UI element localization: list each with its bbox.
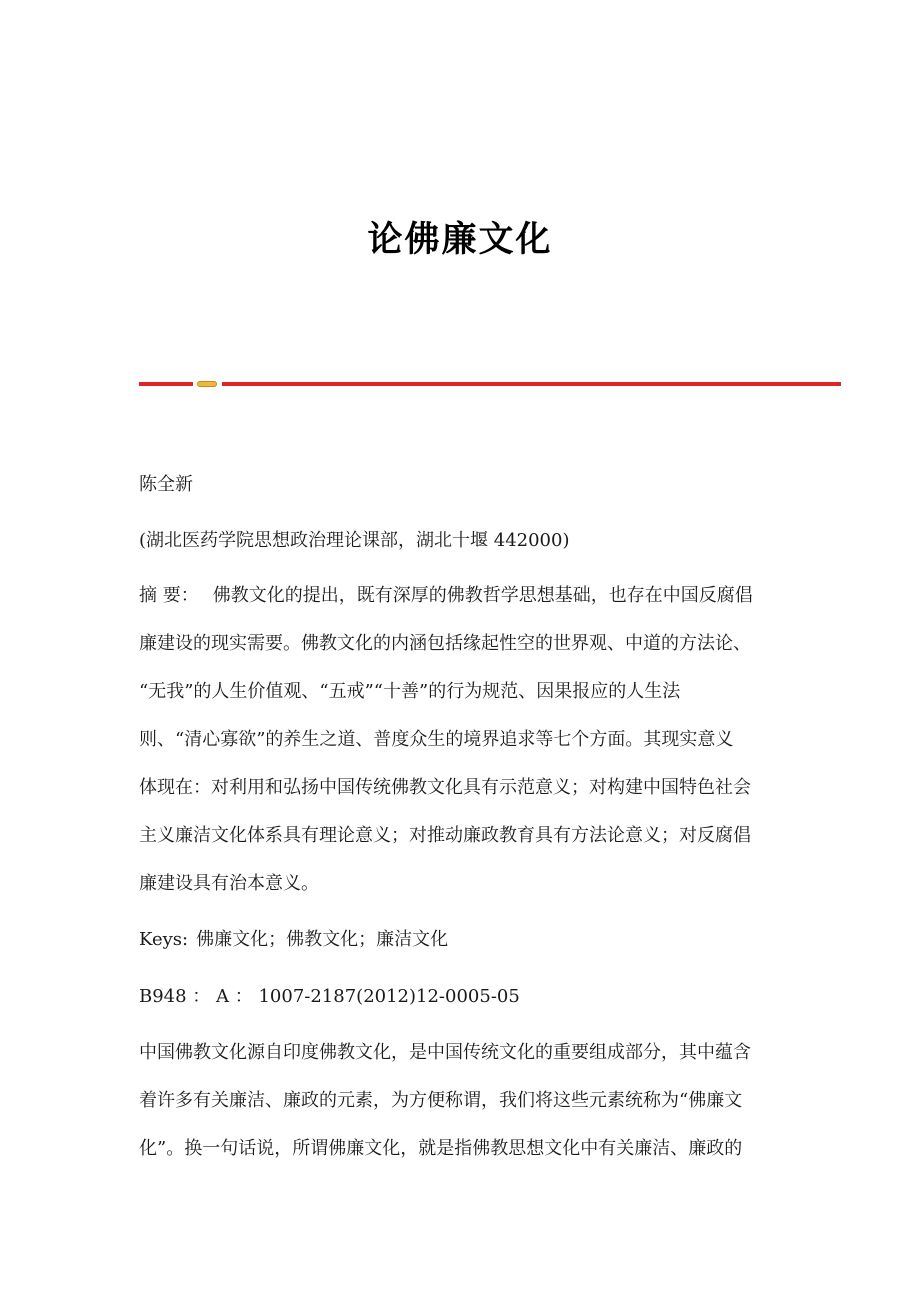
- title-divider: [139, 380, 841, 386]
- abstract-line-text: 佛教文化的提出，既有深厚的佛教哲学思想基础，也存在中国反腐倡: [212, 585, 753, 606]
- keywords-line: [139, 928, 779, 952]
- abstract-line: 体现在：对利用和弘扬中国传统佛教文化具有示范意义；对构建中国特色社会: [139, 777, 751, 798]
- classification-line: B948 ： A ： 1007-2187(2012)12-0005-05: [139, 986, 520, 1007]
- abstract-label: 摘 要：: [139, 585, 199, 606]
- abstract-line: 廉建设具有治本意义。: [139, 873, 319, 894]
- divider-left-segment: [139, 382, 193, 386]
- body-line: 着许多有关廉洁、廉政的元素，为方便称谓，我们将这些元素统称为“佛廉文: [139, 1090, 743, 1111]
- divider-ornament-icon: [197, 381, 217, 387]
- divider-right-segment: [222, 382, 841, 386]
- abstract-line: “无我”的人生价值观、“五戒”“十善”的行为规范、因果报应的人生法: [139, 681, 681, 702]
- abstract-line: 则、“清心寡欲”的养生之道、普度众生的境界追求等七个方面。其现实意义: [139, 729, 734, 750]
- abstract-line: 廉建设的现实需要。佛教文化的内涵包括缘起性空的世界观、中道的方法论、: [139, 633, 751, 654]
- body-line: 中国佛教文化源自印度佛教文化，是中国传统文化的重要组成部分，其中蕴含: [139, 1042, 751, 1063]
- abstract-line: 主义廉洁文化体系具有理论意义；对推动廉政教育具有方法论意义；对反腐倡: [139, 825, 751, 846]
- body-line: 化”。换一句话说，所谓佛廉文化，就是指佛教思想文化中有关廉洁、廉政的: [139, 1138, 743, 1159]
- page-title: 论佛廉文化: [367, 220, 553, 260]
- author-name: 陈全新: [139, 474, 193, 495]
- keys-value: 佛廉文化；佛教文化；廉洁文化: [196, 929, 449, 950]
- author-affiliation: (湖北医药学院思想政治理论课部，湖北十堰 442000): [139, 530, 570, 551]
- abstract-line: [139, 584, 779, 608]
- keys-label: Keys:: [139, 929, 189, 950]
